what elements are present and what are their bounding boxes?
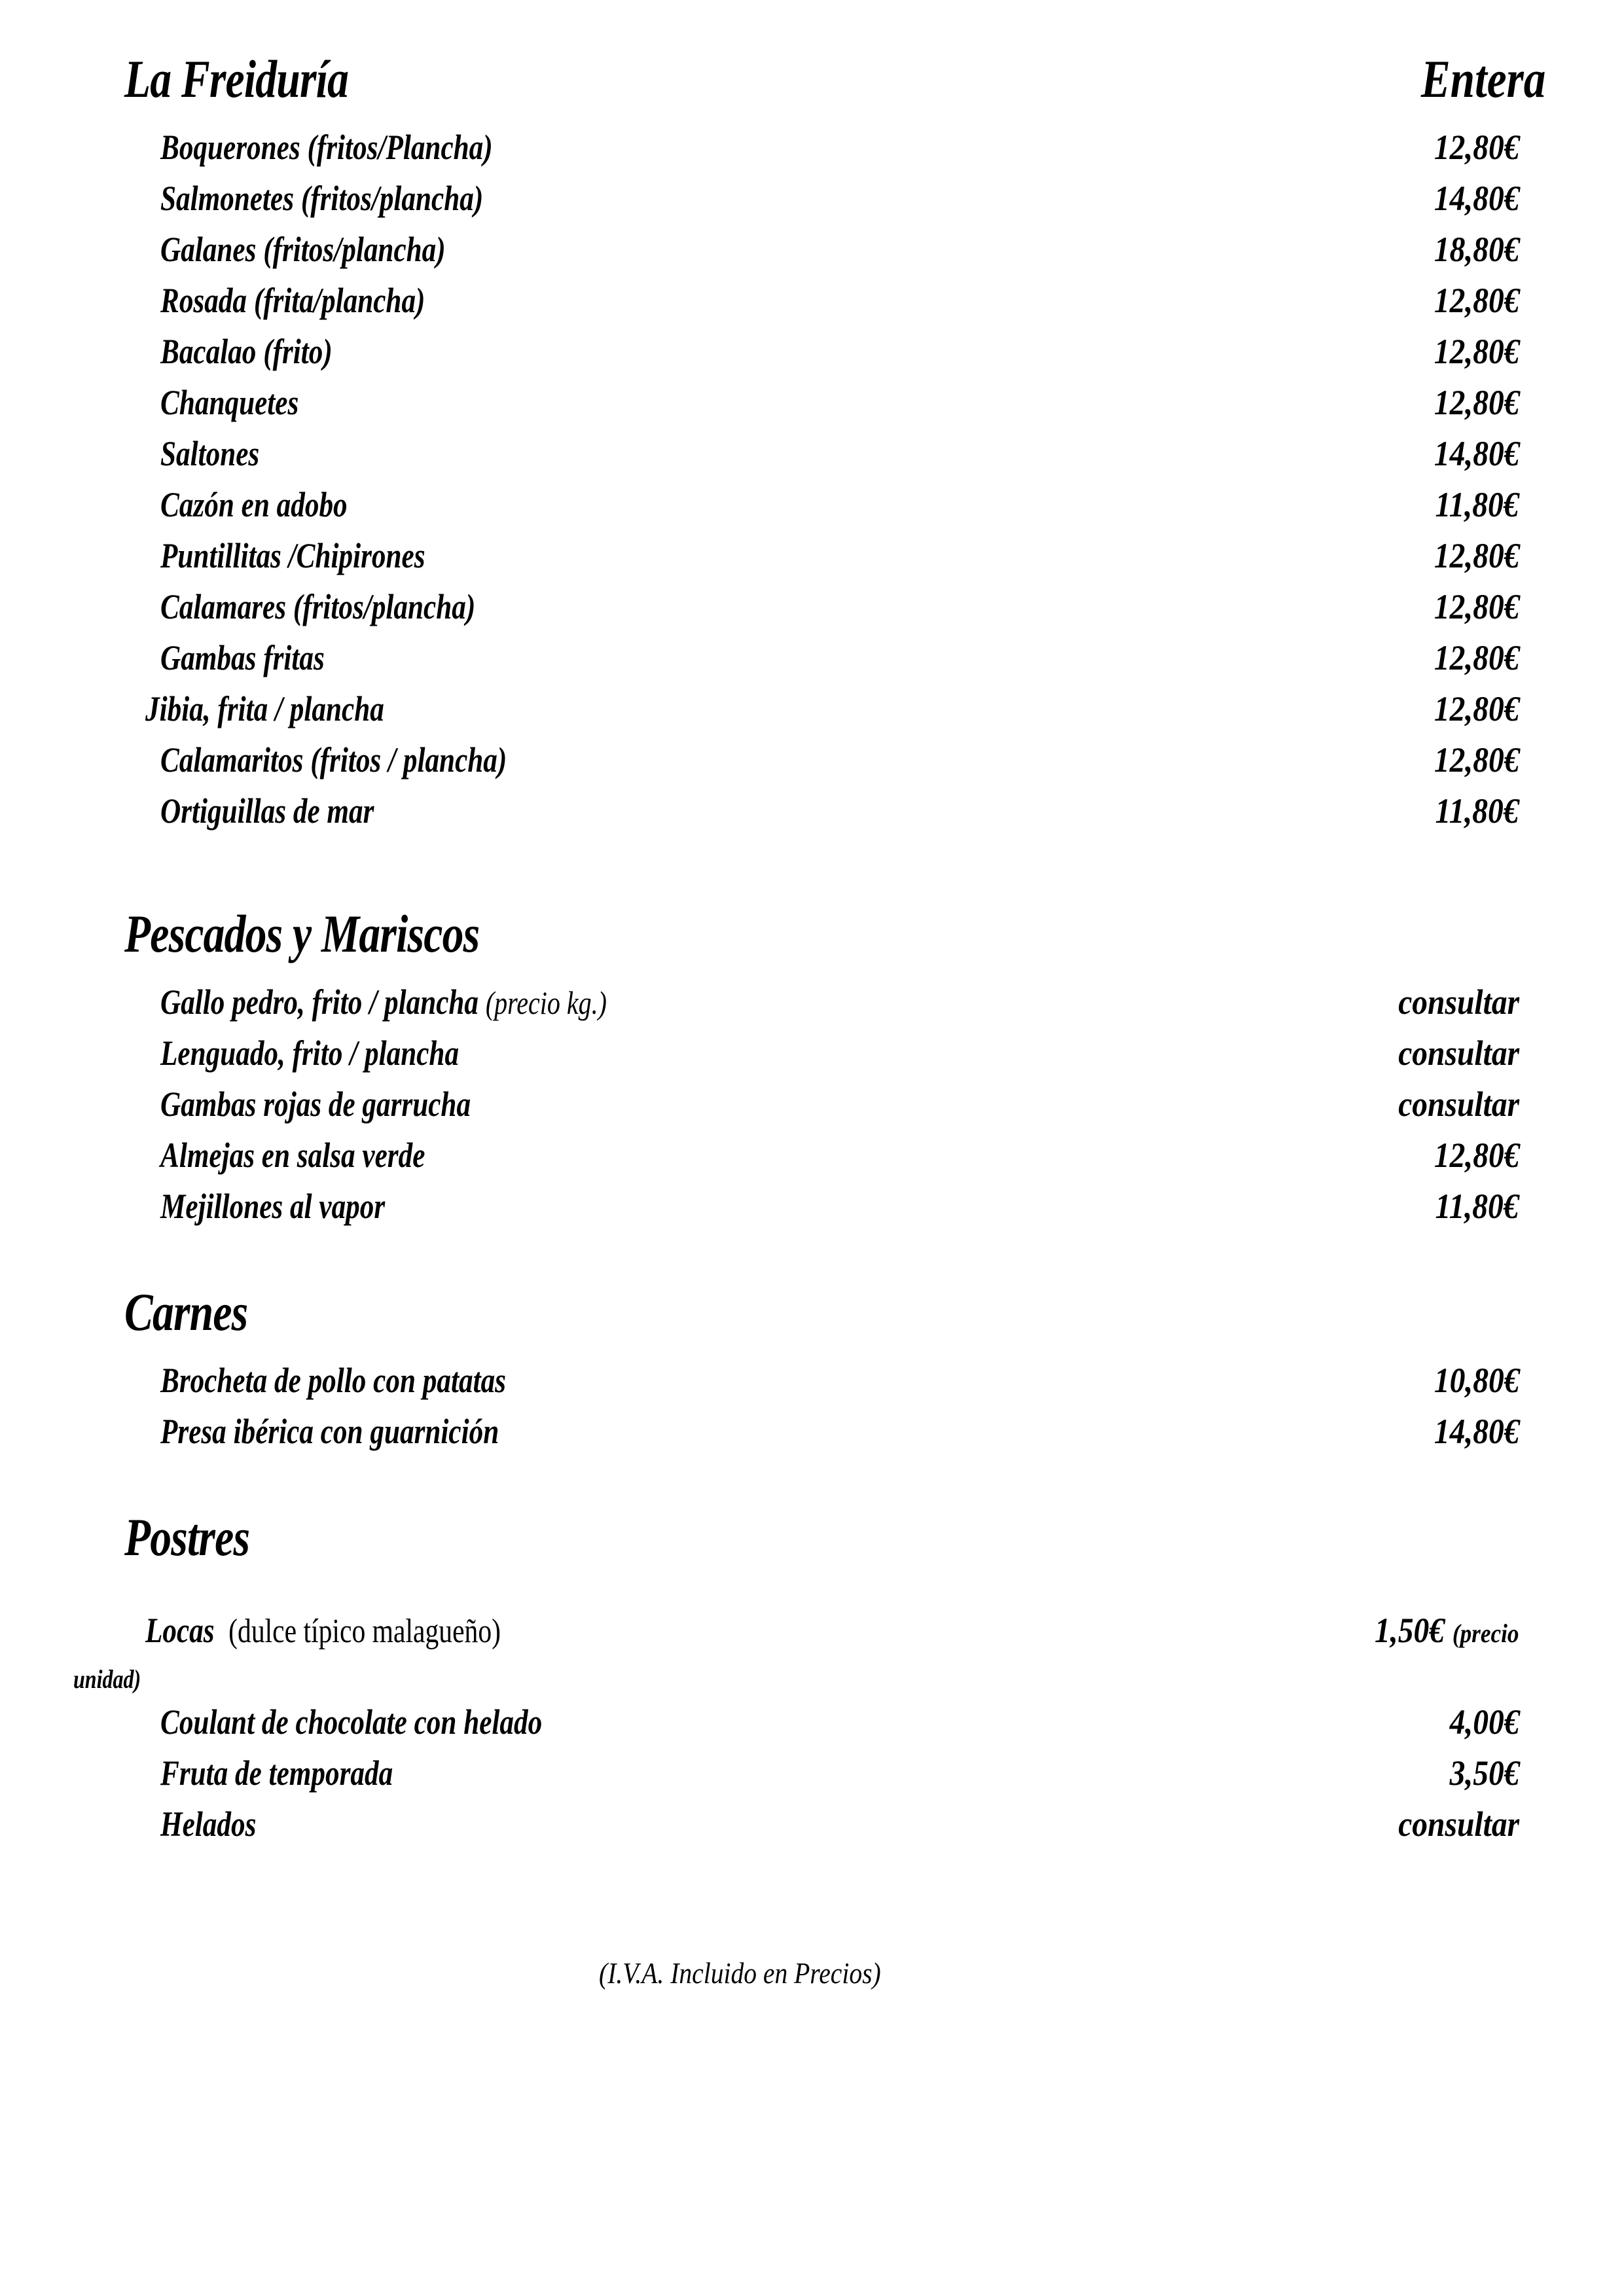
price-note-wrap-line [0, 1664, 1624, 1704]
item-price: 12,80€ [1434, 587, 1519, 626]
section-header-freiduria [0, 49, 1624, 109]
item-price: 12,80€ [1434, 1136, 1519, 1175]
item-name: Fruta de temporada [160, 1753, 393, 1793]
menu-row [0, 385, 1624, 436]
item-name: Mejillones al vapor [160, 1187, 386, 1226]
section-header-postres [0, 1507, 1624, 1567]
header-gap [0, 1339, 1624, 1363]
item-price: 12,80€ [1434, 740, 1519, 780]
item-name: Chanquetes [160, 383, 299, 422]
section-spacer [0, 1240, 1624, 1285]
menu-row [0, 1613, 1624, 1664]
item-price: 14,80€ [1434, 434, 1519, 473]
item-name: Rosada (frita/plancha) [160, 281, 425, 320]
item-name: Galanes (fritos/plancha) [160, 230, 446, 269]
item-price: 4,00€ [1449, 1702, 1519, 1742]
item-price: 11,80€ [1435, 485, 1519, 524]
menu-row [0, 793, 1624, 844]
item-price: consultar [1398, 1033, 1519, 1073]
item-name-text: Locas [145, 1611, 215, 1650]
item-price: 12,80€ [1434, 128, 1519, 167]
menu-row [0, 487, 1624, 538]
item-price: 14,80€ [1434, 1412, 1519, 1451]
item-price: consultar [1398, 982, 1519, 1022]
footer-note [0, 1956, 1624, 1990]
menu-row [0, 640, 1624, 691]
section-header-carnes [0, 1282, 1624, 1342]
item-price: 12,80€ [1434, 281, 1519, 320]
item-price: consultar [1398, 1085, 1519, 1124]
section-title-pescados: Pescados y Mariscos [124, 904, 480, 963]
footer-note-text: (I.V.A. Incluido en Precios) [599, 1956, 881, 1990]
item-price: 12,80€ [1434, 383, 1519, 422]
item-name: Calamares (fritos/plancha) [160, 587, 476, 626]
item-name: Ortiguillas de mar [160, 791, 374, 831]
menu-row [0, 232, 1624, 283]
item-price: 11,80€ [1435, 791, 1519, 831]
item-price [1375, 1613, 1519, 1648]
item-name: Coulant de chocolate con helado [160, 1702, 543, 1742]
menu-row [0, 181, 1624, 232]
item-name: Gambas fritas [160, 638, 325, 677]
menu-row [0, 1755, 1624, 1806]
item-name: Gambas rojas de garrucha [160, 1085, 471, 1124]
item-name [145, 1613, 501, 1649]
section-spacer [0, 1465, 1624, 1511]
menu-row [0, 1363, 1624, 1414]
item-name: Boquerones (fritos/Plancha) [160, 128, 493, 167]
menu-row [0, 1138, 1624, 1189]
menu-row [0, 334, 1624, 385]
item-price: 12,80€ [1434, 536, 1519, 575]
item-price: 18,80€ [1434, 230, 1519, 269]
item-price: 12,80€ [1434, 689, 1519, 728]
menu-row [0, 283, 1624, 334]
menu-row [0, 1806, 1624, 1857]
menu-row [0, 1414, 1624, 1465]
section-title-freiduria: La Freiduría [124, 49, 349, 109]
menu-row [0, 589, 1624, 640]
item-price-note: (precio [1453, 1619, 1519, 1648]
section-title-carnes: Carnes [124, 1282, 248, 1342]
header-gap [0, 1564, 1624, 1613]
price-note-wrap-text: unidad) [73, 1664, 141, 1694]
item-name: Bacalao (frito) [160, 332, 333, 371]
item-name: Lenguado, frito / plancha [160, 1033, 460, 1073]
item-price: 3,50€ [1449, 1753, 1519, 1793]
item-name: Presa ibérica con guarnición [160, 1412, 499, 1451]
menu-row [0, 1189, 1624, 1240]
item-price: 12,80€ [1434, 638, 1519, 677]
item-name: Jibia, frita / plancha [145, 689, 384, 728]
header-gap [0, 106, 1624, 130]
menu-row [0, 436, 1624, 487]
menu-row [0, 742, 1624, 793]
menu-row [0, 1704, 1624, 1755]
item-price: 11,80€ [1435, 1187, 1519, 1226]
header-gap [0, 961, 1624, 984]
item-name: Helados [160, 1804, 257, 1844]
item-name: Almejas en salsa verde [160, 1136, 425, 1175]
item-price: 14,80€ [1434, 179, 1519, 218]
item-price: 12,80€ [1434, 332, 1519, 371]
menu-row [0, 538, 1624, 589]
item-name: Salmonetes (fritos/plancha) [160, 179, 484, 218]
item-name: Brocheta de pollo con patatas [160, 1361, 506, 1400]
item-name: Cazón en adobo [160, 485, 348, 524]
menu-row [0, 1035, 1624, 1086]
item-name: Calamaritos (fritos / plancha) [160, 740, 507, 780]
item-name-text: Gallo pedro, frito / plancha [160, 982, 479, 1022]
item-list-freiduria [0, 130, 1624, 844]
item-name: Puntillitas /Chipirones [160, 536, 425, 575]
top-spacer [0, 0, 1624, 52]
section-title-postres: Postres [124, 1507, 250, 1567]
item-list-pescados [0, 984, 1624, 1240]
section-header-pescados [0, 904, 1624, 963]
item-name [160, 984, 607, 1020]
item-price: consultar [1398, 1804, 1519, 1844]
menu-row [0, 1086, 1624, 1138]
menu-row [0, 130, 1624, 181]
item-price-text: 1,50€ [1375, 1611, 1445, 1650]
menu-row [0, 691, 1624, 742]
section-column-label-entera: Entera [1420, 49, 1545, 109]
item-note: (precio kg.) [485, 984, 607, 1021]
item-note: (dulce típico malagueño) [228, 1613, 501, 1650]
item-list-carnes [0, 1363, 1624, 1465]
section-spacer [0, 844, 1624, 907]
menu-row [0, 984, 1624, 1035]
item-list-postres [0, 1613, 1624, 1857]
item-name: Saltones [160, 434, 260, 473]
item-price: 10,80€ [1434, 1361, 1519, 1400]
